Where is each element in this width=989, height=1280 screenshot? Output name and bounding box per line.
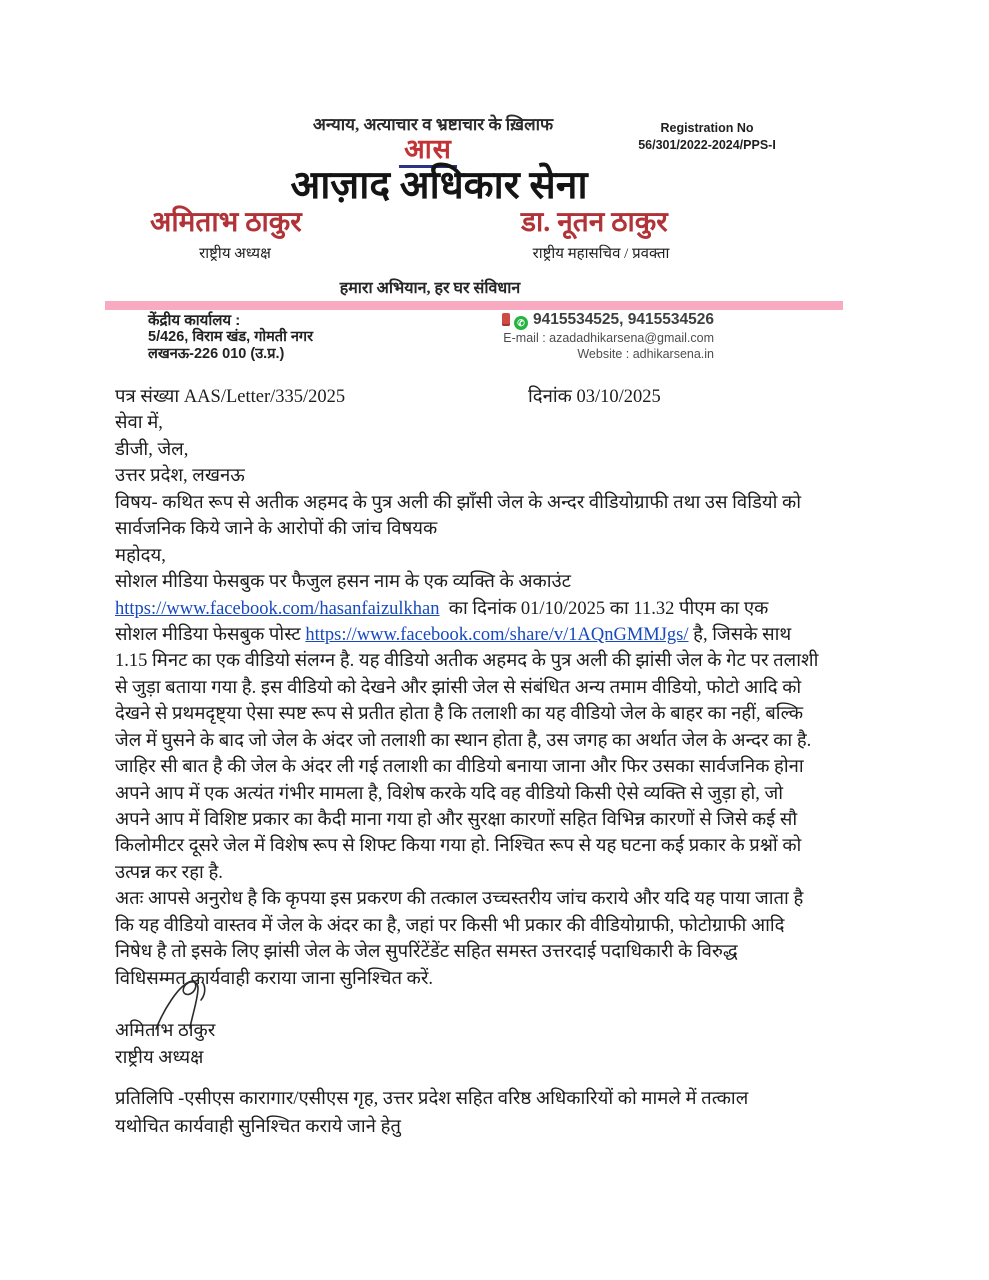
header-divider-bar — [105, 301, 843, 310]
left-person-title: राष्ट्रीय अध्यक्ष — [199, 246, 271, 262]
cc-line: प्रतिलिपि -एसीएस कारागार/एसीएस गृह, उत्तर प्रदेश सहित वरिष्ठ अधिकारियों को मामले में तत्काल — [115, 1089, 749, 1109]
right-person-title: राष्ट्रीय महासचिव / प्रवक्ता — [532, 246, 670, 262]
signature-block — [115, 1018, 215, 1071]
body-line: जेल में घुसने के बाद जो जेल के अंदर जो तलाशी का स्थान होता है, उस जगह का अर्थात जेल के अन्दर का है. — [115, 730, 812, 751]
body-line: अपने आप में विशिष्ट प्रकार का कैदी माना गया हो और सुरक्षा कारणों सहित विभिन्न कारणों से जिसे कई सौ — [115, 810, 798, 830]
signatory-title: राष्ट्रीय अध्यक्ष — [115, 1047, 204, 1068]
salutation: महोदय, — [115, 545, 166, 566]
recipient-line: डीजी, जेल, — [115, 439, 189, 460]
body-line: उत्पन्न कर रहा है. — [115, 862, 223, 883]
body-line: अपने आप में एक अत्यंत गंभीर मामला है, विशेष करके यदि वह वीडियो किसी ऐसे व्यक्ति से जुड़ा हो, जो — [115, 783, 784, 804]
body-line: से जुड़ा बताया गया है. इस वीडियो को देखने और झांसी जेल से संबंधित अन्य तमाम वीडियो, फोटो आदि को — [115, 677, 802, 698]
body-line: विधिसम्मत कार्यवाही कराया जाना सुनिश्चित करें. — [115, 968, 434, 989]
header-slogan: अन्याय, अत्याचार व भ्रष्टाचार के ख़िलाफ — [312, 115, 554, 134]
left-person-name: अमिताभ ठाकुर — [150, 207, 302, 238]
right-person-name: डा. नूतन ठाकुर — [521, 207, 668, 238]
letter-date: दिनांक 03/10/2025 — [528, 387, 661, 407]
whatsapp-icon — [514, 316, 528, 330]
facebook-post-link[interactable]: https://www.facebook.com/share/v/1AQnGMMJgs/ — [305, 624, 689, 645]
body-line: जाहिर सी बात है की जेल के अंदर ली गई तलाशी का वीडियो बनाया जाना और फिर उसका सार्वजनिक होना — [115, 757, 804, 778]
body-line: अतः आपसे अनुरोध है कि कृपया इस प्रकरण की तत्काल उच्चस्तरीय जांच कराये और यदि यह पाया जाता है — [115, 889, 804, 910]
registration-label: Registration No — [660, 121, 754, 135]
letter-body — [115, 384, 881, 992]
facebook-profile-link[interactable]: https://www.facebook.com/hasanfaizulkhan — [115, 598, 440, 619]
mobile-phone-icon — [502, 313, 510, 326]
recipient-line: सेवा में, — [115, 413, 163, 434]
recipient-line: उत्तर प्रदेश, लखनऊ — [115, 466, 245, 487]
body-text: है, जिसके साथ — [688, 624, 792, 645]
header-tagline: हमारा अभियान, हर घर संविधान — [339, 280, 521, 297]
body-line: 1.15 मिनट का एक वीडियो संलग्न है. यह वीडियो अतीक अहमद के पुत्र अली की झांसी जेल के गेट पर तलाशी — [115, 651, 819, 672]
body-line: कि यह वीडियो वास्तव में जेल के अंदर का है, जहां पर किसी भी प्रकार की वीडियोग्राफी, फोटोग्राफी आदि — [115, 915, 785, 936]
body-line: देखने से प्रथमदृष्ट्या ऐसा स्पष्ट रूप से प्रतीत होता है कि तलाशी का यह वीडियो जेल के बाहर का नहीं, बल्कि — [115, 704, 804, 725]
body-line: सोशल मीडिया फेसबुक पर फैजुल हसन नाम के एक व्यक्ति के अकाउंट — [115, 572, 571, 593]
body-text: सोशल मीडिया फेसबुक पोस्ट — [115, 624, 306, 645]
signatory-name: अमिताभ ठाकुर — [115, 1021, 216, 1041]
office-heading: केंद्रीय कार्यालय : — [148, 312, 241, 329]
body-line: किलोमीटर दूसरे जेल में विशेष रूप से शिफ्ट किया गया हो. निश्चित रूप से यह घटना कई प्रकार के प्रश्नों को — [115, 836, 802, 857]
office-address-line1: 5/426, विराम खंड, गोमती नगर — [148, 329, 314, 345]
contact-block — [430, 311, 714, 362]
cc-block — [115, 1086, 748, 1141]
body-line — [115, 622, 881, 648]
phone-numbers: 9415534525, 9415534526 — [532, 311, 714, 328]
org-name: आज़ाद अधिकार सेना — [290, 164, 588, 207]
registration-number: 56/301/2022-2024/PPS-I — [638, 138, 776, 152]
reference-and-date-line — [115, 384, 881, 410]
subject-line: सार्वजनिक किये जाने के आरोपों की जांच विषयक — [115, 519, 438, 540]
office-address-line2: लखनऊ-226 010 (उ.प्र.) — [148, 346, 285, 362]
subject-line: विषय- कथित रूप से अतीक अहमद के पुत्र अली की झाँसी जेल के अन्दर वीडियोग्राफी तथा उस विडियो को — [115, 492, 802, 513]
body-text: का दिनांक 01/10/2025 का 11.32 पीएम का एक — [439, 598, 769, 619]
letter-number: पत्र संख्या AAS/Letter/335/2025 — [115, 387, 346, 407]
body-line: निषेध है तो इसके लिए झांसी जेल के जेल सुपरिंटेंडेंट सहित समस्त उत्तरदाई पदाधिकारी के विरुद्ध — [115, 942, 738, 963]
email-line: E-mail : azadadhikarsena@gmail.com — [503, 331, 714, 345]
org-logo-text: आस — [399, 134, 457, 168]
body-line — [115, 596, 881, 622]
website-line: Website : adhikarsena.in — [577, 347, 714, 361]
office-address-block — [148, 312, 313, 363]
cc-line: यथोचित कार्यवाही सुनिश्चित कराये जाने हेतु — [115, 1116, 401, 1137]
